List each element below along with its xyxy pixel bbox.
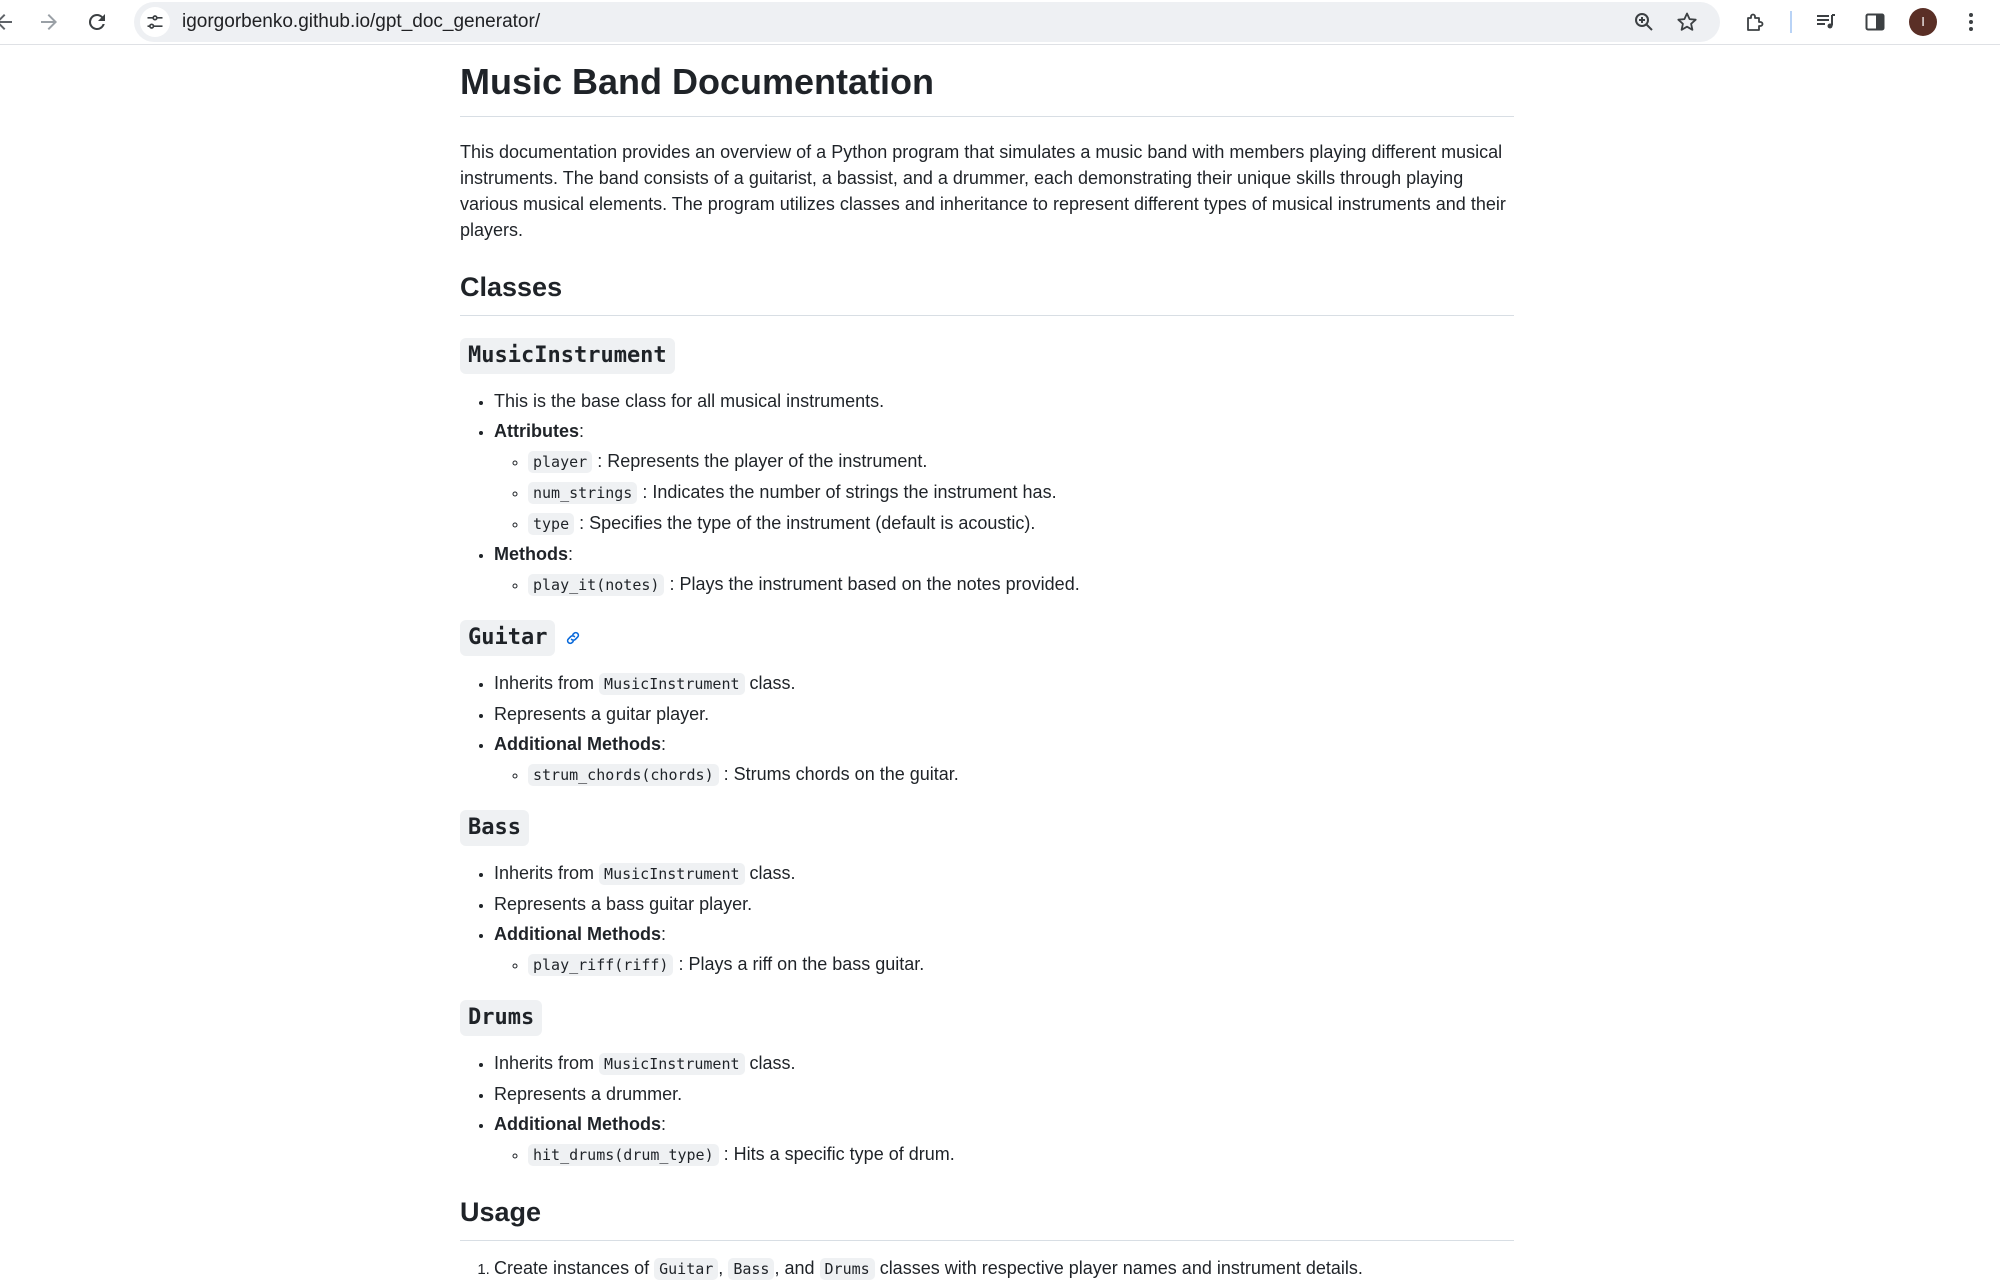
list-item: • Additional Methods: ◦ hit_drums(drum_type) : Hits a specific type of drum. (494, 1111, 1514, 1168)
list-item: • Additional Methods: ◦ strum_chords(chords) : Strums chords on the guitar. (494, 731, 1514, 788)
music-instrument-heading (460, 338, 1514, 374)
usage-text: classes with respective player names and instrument details. (879, 1258, 1363, 1278)
list-item (494, 388, 1514, 414)
drums-list (460, 1050, 1514, 1168)
bass-heading (460, 810, 1514, 846)
side-panel-button[interactable] (1857, 4, 1893, 40)
extensions-button[interactable] (1737, 4, 1773, 40)
browser-menu-button[interactable] (1953, 4, 1989, 40)
reload-icon (85, 10, 109, 34)
bookmark-button[interactable] (1669, 4, 1705, 40)
method-item (528, 951, 1514, 978)
zoom-button[interactable] (1626, 4, 1662, 40)
drums-class-name: Drums (460, 1000, 542, 1036)
inherits-text: Inherits from (494, 1053, 595, 1073)
documentation-content (460, 44, 1514, 1282)
arrow-right-icon (37, 10, 61, 34)
inherits-text: Inherits from (494, 673, 595, 693)
bass-class-name: Bass (460, 810, 529, 846)
tune-icon (145, 12, 165, 32)
puzzle-icon (1743, 10, 1767, 34)
class-code: Drums (820, 1258, 875, 1280)
attribute-text: : Indicates the number of strings the instrument has. (642, 482, 1057, 502)
usage-text: Create instances of (494, 1258, 650, 1278)
forward-button[interactable] (31, 4, 67, 40)
media-queue-icon (1814, 10, 1838, 34)
methods-label: Methods (494, 544, 568, 564)
method-text: : Hits a specific type of drum. (723, 1144, 955, 1164)
browser-toolbar (0, 0, 2000, 45)
list-item-text: Represents a guitar player. (494, 704, 710, 724)
method-text: : Strums chords on the guitar. (723, 764, 959, 784)
methods-list (494, 761, 1514, 788)
methods-label: Additional Methods (494, 1114, 661, 1134)
profile-avatar[interactable]: I (1909, 8, 1937, 36)
inherits-text: Inherits from (494, 863, 595, 883)
method-code: play_riff(riff) (528, 954, 673, 976)
attribute-item (528, 510, 1514, 537)
kebab-menu-icon (1959, 10, 1983, 34)
list-item (494, 1050, 1514, 1077)
inherits-suffix: class. (749, 673, 796, 693)
address-bar[interactable] (134, 2, 1720, 42)
attributes-list (494, 448, 1514, 537)
method-text: : Plays the instrument based on the notes provided. (669, 574, 1080, 594)
back-button[interactable] (0, 4, 22, 40)
list-item (494, 1081, 1514, 1107)
methods-label: Additional Methods (494, 734, 661, 754)
arrow-left-icon (0, 10, 16, 34)
attribute-item (528, 448, 1514, 475)
classes-heading: Classes (460, 269, 1514, 316)
guitar-class-name: Guitar (460, 620, 555, 656)
url-text[interactable]: igorgorbenko.github.io/gpt_doc_generator/ (182, 11, 541, 32)
site-info-button[interactable] (140, 7, 170, 37)
parent-class-code: MusicInstrument (599, 1053, 744, 1075)
attribute-code: num_strings (528, 482, 637, 504)
methods-label: Additional Methods (494, 924, 661, 944)
list-item: • Additional Methods: ◦ play_riff(riff) : Plays a riff on the bass guitar. (494, 921, 1514, 978)
link-icon[interactable] (565, 630, 581, 646)
parent-class-code: MusicInstrument (599, 673, 744, 695)
inherits-suffix: class. (749, 863, 796, 883)
method-code: strum_chords(chords) (528, 764, 719, 786)
inherits-suffix: class. (749, 1053, 796, 1073)
star-icon (1675, 10, 1699, 34)
method-item (528, 761, 1514, 788)
usage-heading: Usage (460, 1194, 1514, 1241)
attribute-text: : Specifies the type of the instrument (default is acoustic). (579, 513, 1036, 533)
methods-list (494, 951, 1514, 978)
class-code: Bass (728, 1258, 774, 1280)
usage-step (494, 1255, 1514, 1282)
attributes-label: Attributes (494, 421, 579, 441)
attribute-code: player (528, 451, 592, 473)
class-code: Guitar (654, 1258, 718, 1280)
page-title: Music Band Documentation (460, 44, 1514, 117)
bass-list (460, 860, 1514, 978)
attribute-code: type (528, 513, 574, 535)
drums-heading (460, 1000, 1514, 1036)
list-item (494, 670, 1514, 697)
usage-list (460, 1255, 1514, 1282)
method-item (528, 571, 1514, 598)
toolbar-divider (1790, 11, 1792, 33)
methods-list (494, 1141, 1514, 1168)
method-item (528, 1141, 1514, 1168)
intro-paragraph: This documentation provides an overview of a Python program that simulates a music band with members playing different musical instruments. The band consists of a guitarist, a bassist, and a drummer, each demonstrating their unique skills through playing various musical elements. The program utilizes classes and inheritance to represent different types of musical instruments and their players. (460, 142, 1506, 240)
attribute-text: : Represents the player of the instrument. (597, 451, 928, 471)
reload-button[interactable] (79, 4, 115, 40)
music-instrument-list (460, 388, 1514, 598)
list-item (494, 860, 1514, 887)
list-item (494, 701, 1514, 727)
zoom-icon (1632, 10, 1656, 34)
usage-separator: , and (774, 1258, 815, 1278)
usage-separator: , (718, 1258, 724, 1278)
list-item-text: Represents a bass guitar player. (494, 894, 753, 914)
list-item (494, 891, 1514, 917)
parent-class-code: MusicInstrument (599, 863, 744, 885)
methods-list (494, 571, 1514, 598)
method-text: : Plays a riff on the bass guitar. (678, 954, 925, 974)
method-code: play_it(notes) (528, 574, 664, 596)
guitar-list (460, 670, 1514, 788)
list-item: • Attributes: ◦ player : Represents the player of the instrument. ◦ num_strings : Indicates the number of strings the instrument has. ◦ type : Specifies the type of the instrument (default is acoustic). (494, 418, 1514, 537)
list-item-text: Represents a drummer. (494, 1084, 683, 1104)
attribute-item (528, 479, 1514, 506)
music-instrument-class-name: MusicInstrument (460, 338, 675, 374)
list-item: • Methods: ◦ play_it(notes) : Plays the instrument based on the notes provided. (494, 541, 1514, 598)
method-code: hit_drums(drum_type) (528, 1144, 719, 1166)
media-controls-button[interactable] (1808, 4, 1844, 40)
list-item-text: This is the base class for all musical instruments. (494, 391, 885, 411)
guitar-heading (460, 620, 1514, 656)
side-panel-icon (1863, 10, 1887, 34)
